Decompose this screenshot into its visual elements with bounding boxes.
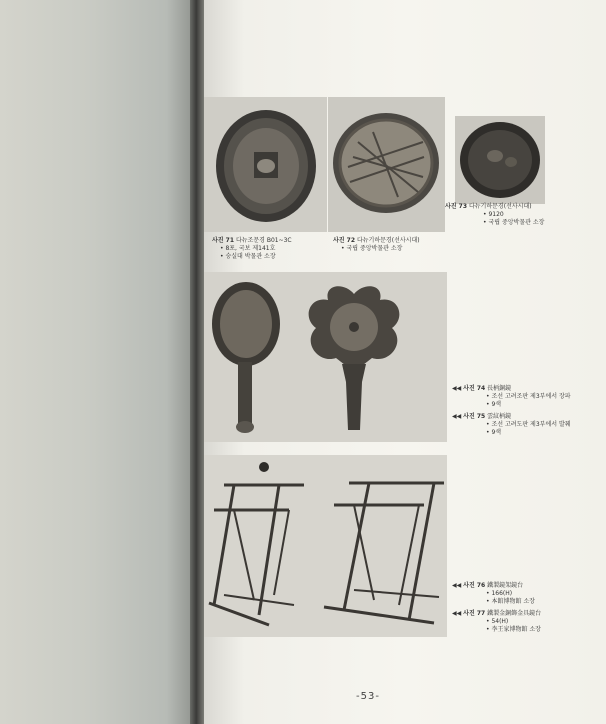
page-number: -53- [356, 691, 380, 702]
caption-photo-72 [333, 237, 420, 253]
arrow-icon: ◀◀ [452, 385, 462, 392]
caption-label: 사진 75 [463, 413, 486, 420]
photo-74-75-handle-mirrors [204, 272, 447, 442]
caption-line: • 李王家博物館 소장 [486, 626, 541, 633]
left-page [0, 0, 196, 724]
photo-72-mirror [328, 97, 445, 232]
caption-label: 사진 74 [463, 385, 486, 392]
caption-line: • 조선 고려조판 제3부에서 장파 [486, 393, 571, 400]
caption-photo-75 [452, 413, 571, 437]
caption-photo-71 [212, 237, 292, 261]
caption-title: 長柄銅鏡 [487, 385, 512, 392]
caption-photo-73 [445, 203, 544, 227]
caption-label: 사진 77 [463, 610, 486, 617]
photo-71-mirror [204, 97, 327, 232]
caption-photo-77 [452, 610, 541, 634]
caption-title: 다뉴기하문경(선사시대) [468, 203, 532, 210]
caption-line: • 국립 중앙박물관 소장 [341, 245, 403, 252]
caption-photo-74 [452, 385, 571, 409]
caption-line: • 조선 고려도판 제3부에서 발췌 [486, 421, 571, 428]
arrow-icon: ◀◀ [452, 413, 462, 420]
arrow-icon: ◀◀ [452, 610, 462, 617]
caption-line: • 9색 [486, 401, 502, 408]
caption-line: • 本館博物館 소장 [486, 598, 535, 605]
caption-line: • 9색 [486, 429, 502, 436]
caption-title: 鐵製金銅飾金具鏡台 [487, 610, 542, 617]
caption-label: 사진 73 [445, 203, 468, 210]
caption-line: • 국립 중앙박물관 소장 [483, 219, 545, 226]
caption-line: • 8포, 국보 제141호 [220, 245, 276, 252]
caption-title: 다뉴기하문경(선사시대) [356, 237, 420, 244]
caption-title: 鐵製鏡架鏡台 [487, 582, 524, 589]
caption-title: 雲紋柄鏡 [487, 413, 512, 420]
caption-label: 사진 72 [333, 237, 356, 244]
book-gutter [190, 0, 204, 724]
photo-76-77-mirror-stands [204, 455, 447, 637]
caption-photo-76 [452, 582, 535, 606]
caption-label: 사진 71 [212, 237, 235, 244]
caption-line: • 54(H) [486, 618, 509, 625]
caption-label: 사진 76 [463, 582, 486, 589]
caption-title: 다뉴조문경 B01~3C [235, 237, 292, 244]
caption-line: • 166(H) [486, 590, 513, 597]
caption-line: • 9120 [483, 211, 504, 218]
caption-line: • 숭실대 박물관 소장 [220, 253, 276, 260]
photo-73-mirror [455, 116, 545, 204]
arrow-icon: ◀◀ [452, 582, 462, 589]
